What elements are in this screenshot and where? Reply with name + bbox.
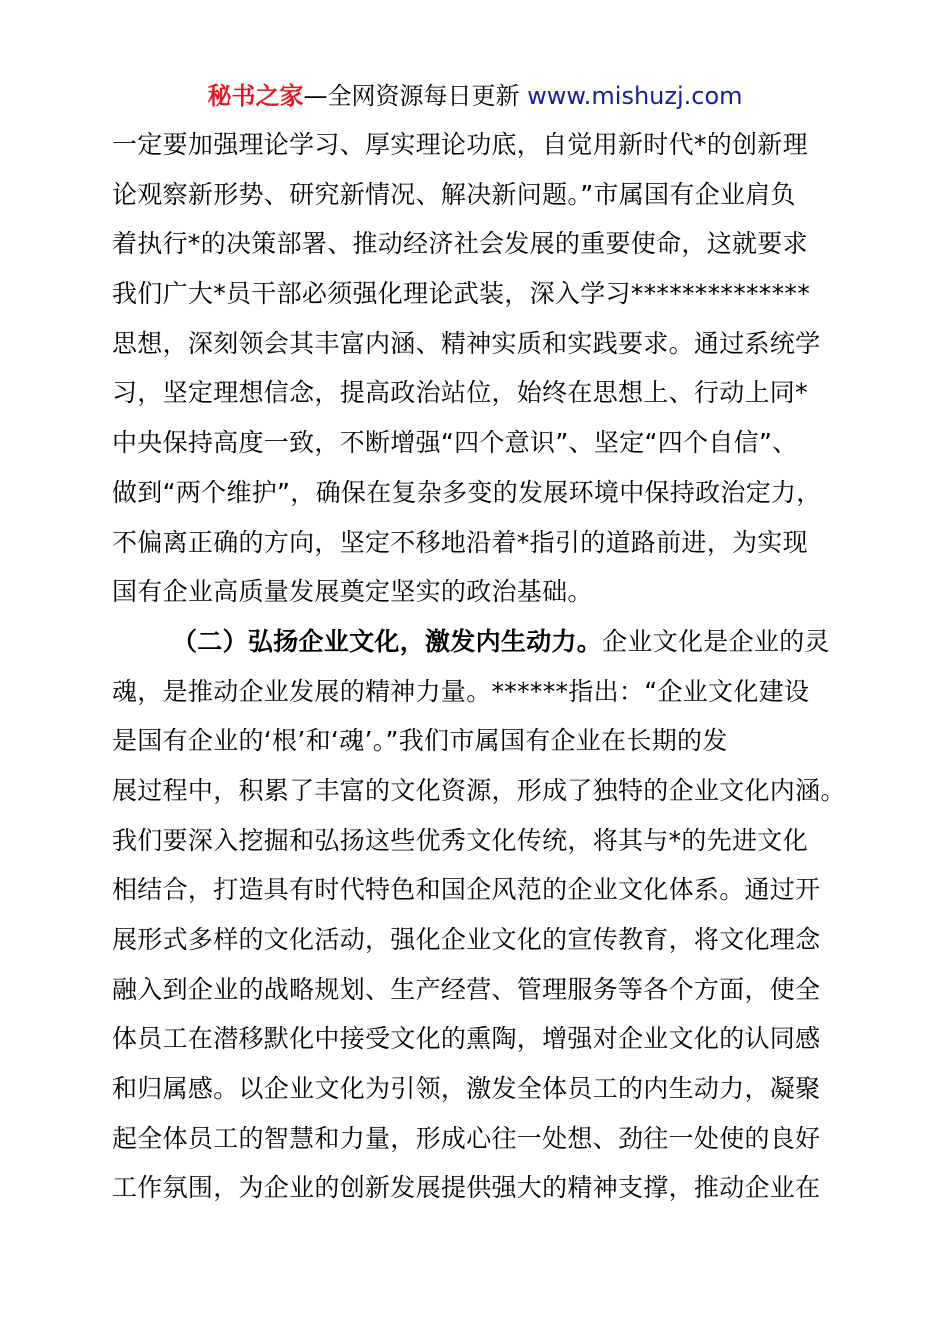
body-line: 体员工在潜移默化中接受文化的熏陶，增强对企业文化的认同感: [112, 1024, 821, 1054]
section-heading: （二）弘扬企业文化，激发内生动力。: [172, 626, 603, 656]
body-line: 不偏离正确的方向，坚定不移地沿着*指引的道路前进，为实现: [112, 527, 808, 557]
site-url: www.mishuzj.com: [527, 82, 743, 110]
body-line: 国有企业高质量发展奠定坚实的政治基础。: [112, 577, 593, 607]
body-line: 着执行*的决策部署、推动经济社会发展的重要使命，这就要求: [112, 229, 808, 259]
body-line: 思想，深刻领会其丰富内涵、精神实质和实践要求。通过系统学: [112, 328, 821, 358]
body-line: 和归属感。以企业文化为引领，激发全体员工的内生动力，凝聚: [112, 1074, 821, 1104]
body-line: 习，坚定理想信念，提高政治站位，始终在思想上、行动上同*: [112, 378, 808, 408]
header-tagline: —全网资源每日更新: [303, 82, 528, 110]
section-first-text: 企业文化是企业的灵: [602, 626, 830, 656]
body-line: 我们广大*员干部必须强化理论武装，深入学习**************: [112, 279, 811, 309]
body-line: 是国有企业的‘根’和‘魂’。”我们市属国有企业在长期的发: [112, 726, 728, 756]
body-line: 起全体员工的智慧和力量，形成心往一处想、劲往一处使的良好: [112, 1123, 821, 1153]
body-line: 论观察新形势、研究新情况、解决新问题。”市属国有企业肩负: [112, 179, 796, 209]
document-body: [112, 120, 852, 1213]
body-line: 展过程中，积累了丰富的文化资源，形成了独特的企业文化内涵。: [112, 775, 846, 805]
body-line: 做到“两个维护”，确保在复杂多变的发展环境中保持政治定力，: [112, 477, 822, 507]
body-line: 中央保持高度一致，不断增强“四个意识”、坚定“四个自信”、: [112, 428, 798, 458]
page-header: [0, 80, 950, 112]
body-line: 我们要深入挖掘和弘扬这些优秀文化传统，将其与*的先进文化: [112, 825, 808, 855]
body-line: 一定要加强理论学习、厚实理论功底，自觉用新时代*的创新理: [112, 130, 808, 159]
body-line: 融入到企业的战略规划、生产经营、管理服务等各个方面，使全: [112, 974, 821, 1004]
body-line: 相结合，打造具有时代特色和国企风范的企业文化体系。通过开: [112, 875, 821, 905]
brand-name: 秘书之家: [207, 82, 304, 110]
body-line: 魂，是推动企业发展的精神力量。******指出：“企业文化建设: [112, 676, 810, 706]
section-heading-line: [112, 617, 852, 667]
body-line: 工作氛围，为企业的创新发展提供强大的精神支撑，推动企业在: [112, 1173, 821, 1203]
body-line: 展形式多样的文化活动，强化企业文化的宣传教育，将文化理念: [112, 925, 821, 954]
